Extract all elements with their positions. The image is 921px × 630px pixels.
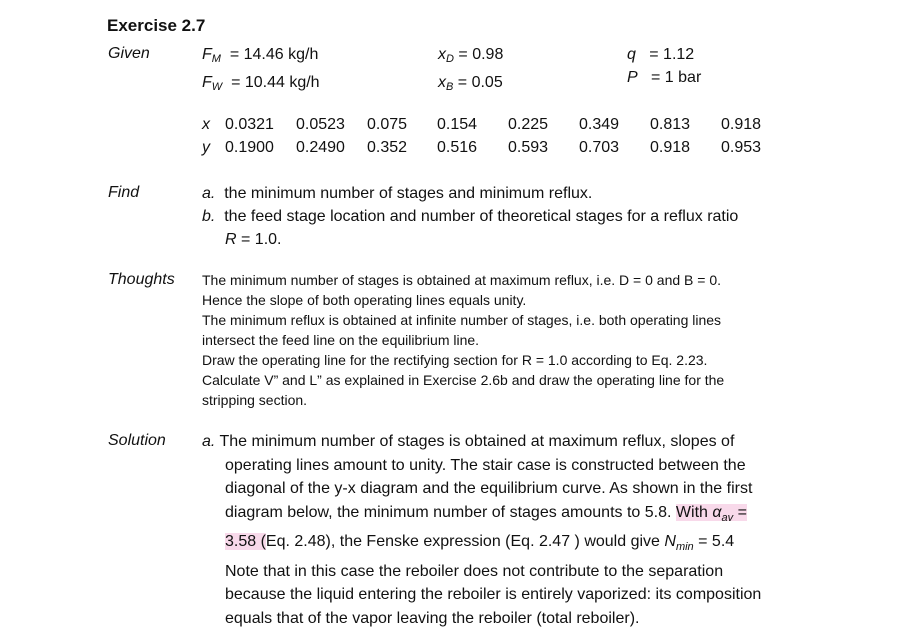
find-b-text-cont: = 1.0. xyxy=(241,231,282,248)
given-xd-value: = 0.98 xyxy=(458,46,504,63)
find-a-text: the minimum number of stages and minimum reflux. xyxy=(224,185,593,202)
y-cell: 0.2490 xyxy=(296,139,345,156)
find-item-b-cont: R = 1.0. xyxy=(225,231,282,248)
given-q-value: = 1.12 xyxy=(649,46,695,63)
solution-note-line: because the liquid entering the reboiler is entirely vaporized: its composition xyxy=(225,586,762,604)
solution-line-text: Eq. 2.48), the Fenske expression (Eq. 2.47 ) would give xyxy=(265,533,660,551)
x-cell: 0.075 xyxy=(367,116,408,133)
given-fm-value: = 14.46 kg/h xyxy=(229,46,319,63)
given-q: q = 1.12 xyxy=(627,46,695,63)
given-flow-rates xyxy=(202,43,320,99)
exercise-title: Exercise 2.7 xyxy=(107,16,206,35)
x-cell: 0.0321 xyxy=(225,116,274,133)
x-cell: 0.154 xyxy=(437,116,478,133)
x-cell: 0.0523 xyxy=(296,116,345,133)
solution-note-line: Note that in this case the reboiler does not contribute to the separation xyxy=(225,562,724,580)
solution-line-text: diagram below, the minimum number of stages amounts to 5.8. xyxy=(225,503,672,521)
solution-note-line: equals that of the vapor leaving the reboiler (total reboiler). xyxy=(225,609,640,627)
find-item-a: a. the minimum number of stages and minimum reflux. xyxy=(202,185,593,202)
thoughts-line: Draw the operating line for the rectifying section for R = 1.0 according to Eq. 2.23. xyxy=(202,352,708,368)
given-fm: $F_M = 14.46$ kg/h xyxy=(202,46,319,65)
highlight-text: With xyxy=(675,503,708,521)
x-cell: 0.813 xyxy=(650,116,691,133)
thoughts-text xyxy=(202,270,802,410)
given-xd: $x_D = 0.98$ xyxy=(438,46,504,65)
given-conditions xyxy=(627,43,701,89)
given-compositions xyxy=(438,43,503,99)
x-cell: 0.349 xyxy=(579,116,620,133)
highlight-text: = xyxy=(737,503,747,521)
solution-line: operating lines amount to unity. The stair case is constructed between the xyxy=(225,456,746,474)
solution-line: diagonal of the y-x diagram and the equilibrium curve. As shown in the first xyxy=(225,480,753,497)
thoughts-label: Thoughts xyxy=(108,271,175,288)
find-b-text: the feed stage location and number of theoretical stages for a reflux ratio xyxy=(224,208,739,225)
thoughts-line: Calculate V” and L” as explained in Exercise 2.6b and draw the operating line for the xyxy=(202,372,725,388)
alpha-highlight: With $\alpha_{av}$ = xyxy=(675,503,747,524)
y-cell: 0.953 xyxy=(721,139,762,156)
find-list xyxy=(202,182,738,251)
given-xb-value: = 0.05 xyxy=(457,74,503,91)
given-fw-value: = 10.44 kg/h xyxy=(231,74,320,91)
given-xb: $x_B = 0.05$ xyxy=(438,74,503,93)
thoughts-line: stripping section. xyxy=(202,392,308,408)
solution-line-text: The minimum number of stages is obtained at maximum reflux, slopes of xyxy=(219,433,735,450)
y-cell: 0.918 xyxy=(650,139,691,156)
solution-line xyxy=(202,501,802,531)
solution-label: Solution xyxy=(108,432,166,449)
y-cell: 0.703 xyxy=(579,139,620,156)
y-cell: 0.352 xyxy=(367,139,408,156)
thoughts-line: intersect the feed line on the equilibrium line. xyxy=(202,332,480,348)
thoughts-line: The minimum reflux is obtained at infinite number of stages, i.e. both operating lines xyxy=(202,312,722,328)
given-fw: $F_W = 10.44$ kg/h xyxy=(202,74,320,93)
y-cell: 0.516 xyxy=(437,139,478,156)
given-p: P = 1 bar xyxy=(627,69,702,86)
solution-text xyxy=(202,430,802,630)
x-cell: 0.918 xyxy=(721,116,762,133)
y-cell: 0.1900 xyxy=(225,139,274,156)
find-item-b: b. the feed stage location and number of theoretical stages for a reflux ratio xyxy=(202,208,739,225)
find-label: Find xyxy=(108,184,140,201)
given-p-value: = 1 bar xyxy=(651,69,702,86)
solution-line: a. The minimum number of stages is obtained at maximum reflux, slopes of xyxy=(202,433,735,450)
thoughts-line: The minimum number of stages is obtained at maximum reflux, i.e. D = 0 and B = 0. xyxy=(202,272,722,288)
solution-line: 3.58 (Eq. 2.48), the Fenske expression (Eq. 2.47 ) would give $N_{min} = 5.4$ xyxy=(225,533,735,554)
nmin-value: = 5.4 xyxy=(698,533,735,551)
x-cell: 0.225 xyxy=(508,116,549,133)
thoughts-line: Hence the slope of both operating lines equals unity. xyxy=(202,292,527,308)
alpha-highlight-value: 3.58 ( xyxy=(225,533,266,551)
y-cell: 0.593 xyxy=(508,139,549,156)
given-label: Given xyxy=(108,45,150,62)
